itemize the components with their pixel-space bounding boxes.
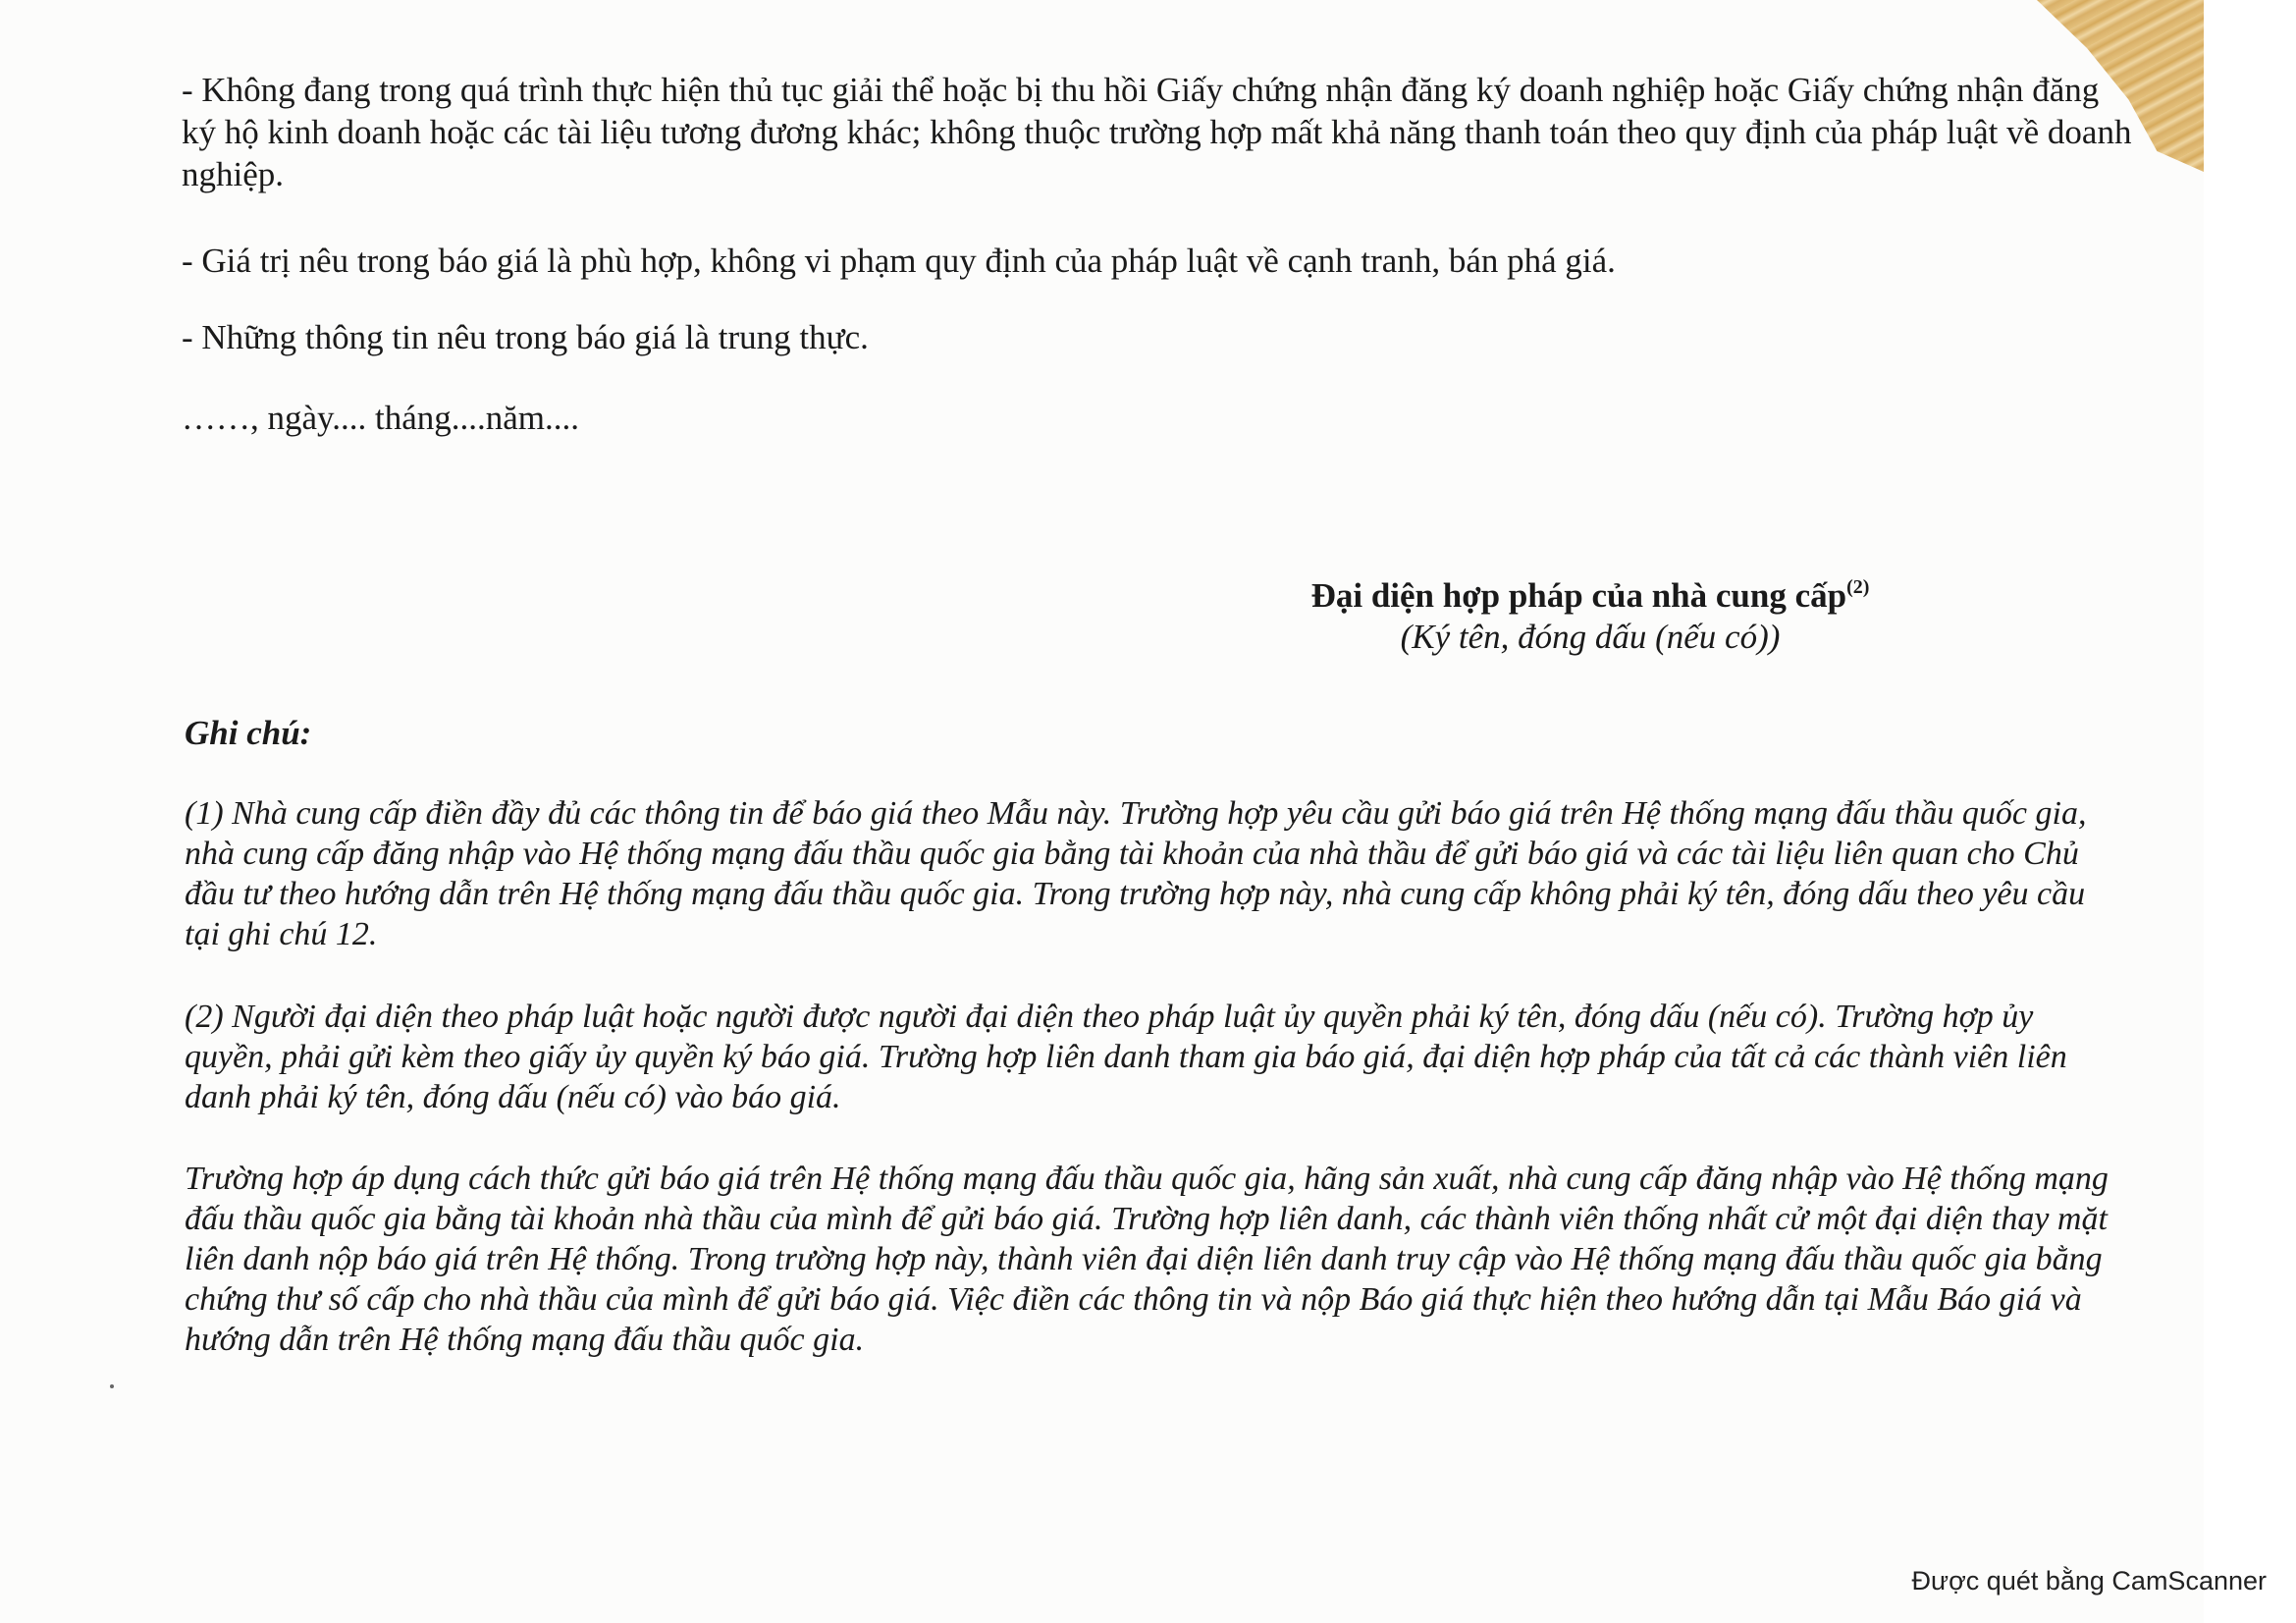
- paragraph-truthfulness: - Những thông tin nêu trong báo giá là trung thực.: [182, 318, 869, 356]
- camscanner-watermark: Được quét bằng CamScanner: [1911, 1566, 2267, 1596]
- date-line: ……, ngày.... tháng....năm....: [182, 399, 580, 437]
- note-2: (2) Người đại diện theo pháp luật hoặc người được người đại diện theo pháp luật ủy quyền phải ký tên, đóng dấu (nếu có). Trường hợp ủy quyền, phải gửi kèm theo giấy ủy quyền ký báo giá. Trường hợp liên danh tham gia báo giá, đại diện hợp pháp của tất cả các thành viên liên danh phải ký tên, đóng dấu (nếu có) vào báo giá.: [185, 999, 2067, 1115]
- signature-instruction: (Ký tên, đóng dấu (nếu có)): [1400, 618, 1781, 656]
- signature-title: [1158, 575, 2022, 617]
- note-3: Trường hợp áp dụng cách thức gửi báo giá trên Hệ thống mạng đấu thầu quốc gia, hãng sản xuất, nhà cung cấp đăng nhập vào Hệ thống mạng đấu thầu quốc gia bằng tài khoản nhà thầu của mình để gửi báo giá. Trường hợp liên danh, các thành viên thống nhất cử một đại diện thay mặt liên danh nộp báo giá trên Hệ thống. Trong trường hợp này, thành viên đại diện liên danh truy cập vào Hệ thống mạng đấu thầu quốc gia bằng chứng thư số cấp cho nhà thầu của mình để gửi báo giá. Việc điền các thông tin và nộp Báo giá thực hiện theo hướng dẫn tại Mẫu Báo giá và hướng dẫn trên Hệ thống mạng đấu thầu quốc gia.: [185, 1161, 2109, 1358]
- note-1: (1) Nhà cung cấp điền đầy đủ các thông tin để báo giá theo Mẫu này. Trường hợp yêu cầu gửi báo giá trên Hệ thống mạng đấu thầu quốc gia, nhà cung cấp đăng nhập vào Hệ thống mạng đấu thầu quốc gia bằng tài khoản của nhà thầu để gửi báo giá và các tài liệu liên quan cho Chủ đầu tư theo hướng dẫn trên Hệ thống mạng đấu thầu quốc gia. Trong trường hợp này, nhà cung cấp không phải ký tên, đóng dấu theo yêu cầu tại ghi chú 12.: [185, 795, 2087, 952]
- signature-block: [1158, 575, 2022, 658]
- signature-title-text: Đại diện hợp pháp của nhà cung cấp: [1310, 576, 1847, 615]
- page-margin: [2204, 0, 2296, 1623]
- scan-speck: [110, 1384, 114, 1388]
- paragraph-dissolution-status: - Không đang trong quá trình thực hiện thủ tục giải thể hoặc bị thu hồi Giấy chứng nhận đăng ký doanh nghiệp hoặc Giấy chứng nhận đăng ký hộ kinh doanh hoặc các tài liệu tương đương khác; không thuộc trường hợp mất khả năng thanh toán theo quy định của pháp luật về doanh nghiệp.: [182, 71, 2132, 193]
- paragraph-price-compliance: - Giá trị nêu trong báo giá là phù hợp, không vi phạm quy định của pháp luật về cạnh tranh, bán phá giá.: [182, 242, 1616, 280]
- notes-heading: Ghi chú:: [185, 714, 312, 752]
- signature-footnote-ref: (2): [1846, 576, 1870, 598]
